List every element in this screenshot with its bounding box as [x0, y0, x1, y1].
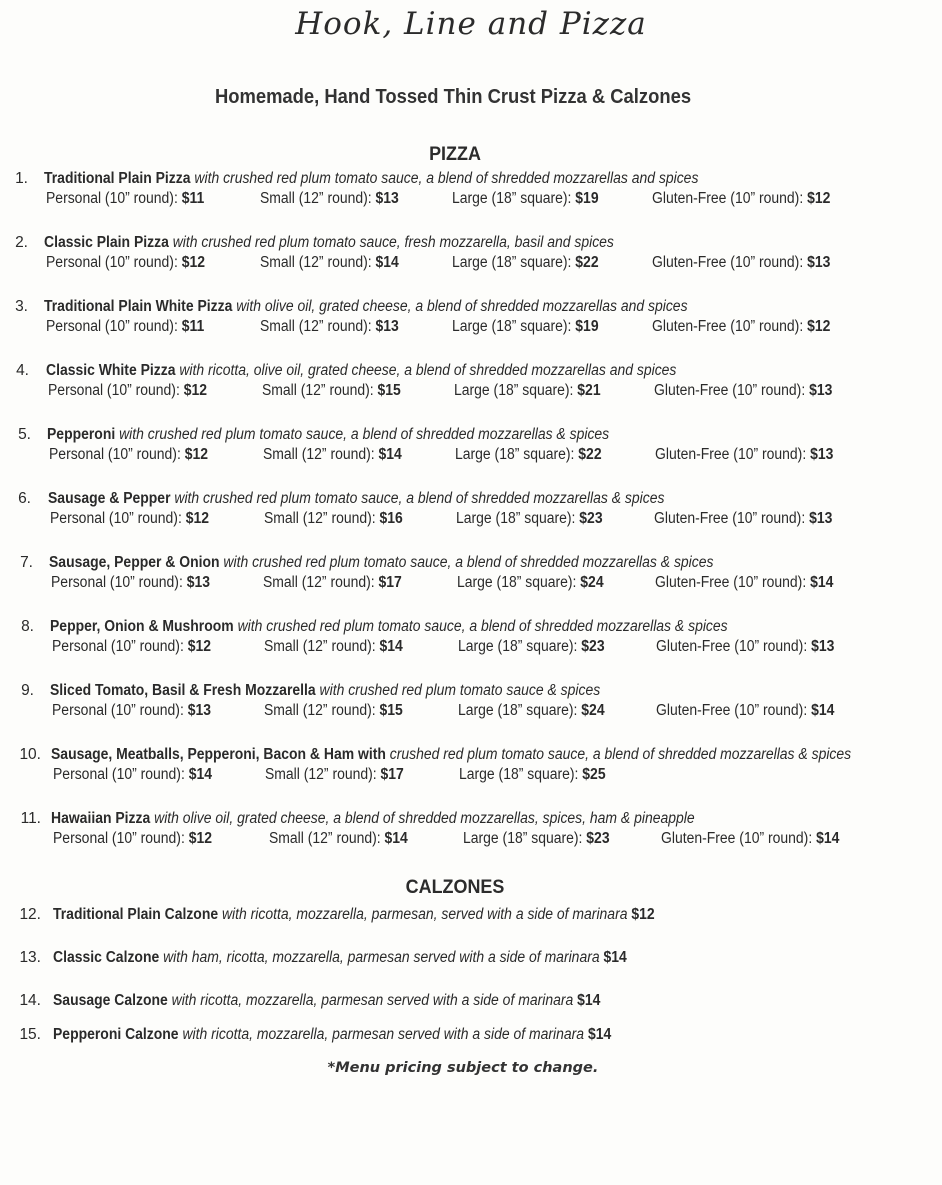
- price-amount: $11: [181, 190, 205, 207]
- item-desc: with ricotta, olive oil, grated cheese, a blend of shredded mozzarellas and spices: [175, 362, 677, 379]
- size-price: [265, 766, 404, 784]
- size-price: [454, 382, 601, 400]
- item-description-line: [53, 949, 627, 967]
- price-amount: $23: [581, 638, 605, 655]
- price-amount: $13: [375, 318, 399, 335]
- size-label: Personal (10” round):: [46, 190, 182, 207]
- size-label: Large (18” square):: [463, 830, 587, 847]
- price-amount: $14: [603, 949, 627, 966]
- item-desc: with olive oil, grated cheese, a blend of shredded mozzarellas and spices: [232, 298, 688, 315]
- item-name: Classic Calzone: [53, 949, 160, 966]
- pizza-title-line: [0, 746, 942, 766]
- size-label: Gluten-Free (10” round):: [661, 830, 817, 847]
- calzone-line: [0, 1026, 942, 1046]
- calzone-line: [0, 992, 942, 1012]
- price-amount: $13: [807, 254, 831, 271]
- size-label: Large (18” square):: [459, 766, 583, 783]
- item-desc: with crushed red plum tomato sauce, a blend of shredded mozzarellas & spices: [233, 618, 728, 635]
- size-price: [456, 510, 603, 528]
- item-name: Traditional Plain Pizza: [44, 170, 191, 187]
- item-name: Classic White Pizza: [46, 362, 176, 379]
- size-price: [52, 638, 211, 656]
- price-amount: $22: [575, 254, 599, 271]
- pizza-title-line: [0, 618, 942, 638]
- size-price: [655, 574, 833, 592]
- item-number: 12.: [19, 906, 41, 923]
- price-amount: $13: [809, 510, 833, 527]
- price-amount: $12: [188, 830, 212, 847]
- price-amount: $13: [375, 190, 399, 207]
- price-amount: $12: [807, 190, 831, 207]
- item-description-line: [46, 362, 676, 380]
- pizza-item: [0, 298, 942, 340]
- item-description-line: [53, 1026, 611, 1044]
- pizza-item: [0, 234, 942, 276]
- size-label: Small (12” round):: [260, 254, 376, 271]
- price-amount: $12: [807, 318, 831, 335]
- calzone-line: [0, 949, 942, 969]
- size-label: Personal (10” round):: [49, 446, 185, 463]
- size-price: [661, 830, 839, 848]
- price-amount: $16: [379, 510, 403, 527]
- size-label: Gluten-Free (10” round):: [656, 638, 812, 655]
- pizza-title-line: [0, 362, 942, 382]
- price-row: [0, 382, 942, 404]
- size-price: [48, 382, 207, 400]
- price-row: [0, 318, 942, 340]
- size-price: [50, 510, 209, 528]
- size-price: [264, 510, 403, 528]
- size-price: [457, 574, 604, 592]
- size-price: [52, 702, 211, 720]
- size-label: Large (18” square):: [452, 318, 576, 335]
- price-amount: $14: [188, 766, 212, 783]
- size-label: Personal (10” round):: [46, 254, 182, 271]
- size-label: Personal (10” round):: [46, 318, 182, 335]
- pizza-title-line: [0, 170, 942, 190]
- item-name: Pepper, Onion & Mushroom: [50, 618, 234, 635]
- price-amount: $15: [377, 382, 401, 399]
- size-label: Gluten-Free (10” round):: [656, 702, 812, 719]
- item-number: 15.: [19, 1026, 41, 1043]
- item-desc: with crushed red plum tomato sauce, a blend of shredded mozzarellas & spices: [115, 426, 610, 443]
- size-label: Small (12” round):: [263, 574, 379, 591]
- size-label: Small (12” round):: [264, 510, 380, 527]
- item-desc: with crushed red plum tomato sauce, a blend of shredded mozzarellas and spices: [190, 170, 699, 187]
- price-amount: $12: [183, 382, 207, 399]
- size-label: Personal (10” round):: [50, 510, 186, 527]
- pizza-item: [0, 490, 942, 532]
- item-name: Sausage Calzone: [53, 992, 168, 1009]
- item-number: 2.: [15, 234, 28, 251]
- price-amount: $24: [581, 702, 605, 719]
- price-row: [0, 574, 942, 596]
- price-amount: $13: [186, 574, 210, 591]
- size-label: Small (12” round):: [262, 382, 378, 399]
- size-price: [263, 574, 402, 592]
- size-label: Small (12” round):: [260, 190, 376, 207]
- size-label: Large (18” square):: [455, 446, 579, 463]
- price-amount: $17: [378, 574, 402, 591]
- price-amount: $21: [577, 382, 601, 399]
- item-desc: with crushed red plum tomato sauce, a blend of shredded mozzarellas & spices: [219, 554, 714, 571]
- price-amount: $13: [187, 702, 211, 719]
- item-desc: with crushed red plum tomato sauce, fresh mozzarella, basil and spices: [168, 234, 614, 251]
- item-number: 3.: [15, 298, 28, 315]
- price-amount: $25: [582, 766, 606, 783]
- price-amount: $12: [185, 510, 209, 527]
- price-row: [0, 638, 942, 660]
- price-amount: $14: [378, 446, 402, 463]
- item-desc: with ricotta, mozzarella, parmesan served with a side of marinara: [167, 992, 578, 1009]
- item-description-line: [50, 618, 728, 636]
- calzone-line: [0, 906, 942, 926]
- size-price: [46, 190, 204, 208]
- item-description-line: [44, 170, 698, 188]
- calzone-item: [0, 949, 942, 969]
- price-row: [0, 254, 942, 276]
- size-price: [452, 318, 599, 336]
- price-amount: $19: [575, 190, 599, 207]
- size-price: [652, 254, 830, 272]
- item-name: Hawaiian Pizza: [51, 810, 151, 827]
- pizza-title-line: [0, 810, 942, 830]
- size-label: Large (18” square):: [458, 702, 582, 719]
- item-description-line: [53, 992, 600, 1010]
- price-amount: $23: [579, 510, 603, 527]
- pizza-title-line: [0, 490, 942, 510]
- size-label: Personal (10” round):: [51, 574, 187, 591]
- size-price: [656, 638, 834, 656]
- size-label: Personal (10” round):: [52, 702, 188, 719]
- size-label: Large (18” square):: [458, 638, 582, 655]
- item-desc: with ricotta, mozzarella, parmesan, served with a side of marinara: [218, 906, 632, 923]
- size-label: Gluten-Free (10” round):: [655, 574, 811, 591]
- size-price: [262, 382, 401, 400]
- size-price: [652, 318, 830, 336]
- size-price: [654, 510, 832, 528]
- pizza-title-line: [0, 426, 942, 446]
- size-price: [264, 638, 403, 656]
- size-price: [53, 766, 212, 784]
- item-description-line: [51, 810, 695, 828]
- size-label: Small (12” round):: [260, 318, 376, 335]
- size-price: [46, 254, 205, 272]
- size-price: [46, 318, 204, 336]
- price-amount: $12: [631, 906, 655, 923]
- price-amount: $14: [375, 254, 399, 271]
- size-price: [260, 318, 399, 336]
- item-number: 9.: [21, 682, 34, 699]
- pizza-item: [0, 810, 942, 852]
- item-description-line: [50, 682, 600, 700]
- price-amount: $12: [184, 446, 208, 463]
- pizza-title-line: [0, 298, 942, 318]
- pizza-title-line: [0, 554, 942, 574]
- price-amount: $14: [384, 830, 408, 847]
- item-number: 13.: [19, 949, 41, 966]
- size-label: Large (18” square):: [454, 382, 578, 399]
- pizza-item: [0, 170, 942, 212]
- item-name: Sausage, Meatballs, Pepperoni, Bacon & Ham with: [51, 746, 386, 763]
- pizza-item: [0, 362, 942, 404]
- price-amount: $13: [809, 382, 833, 399]
- size-label: Large (18” square):: [456, 510, 580, 527]
- menu-title: Hook, Line and Pizza: [295, 6, 647, 42]
- item-description-line: [53, 906, 655, 924]
- size-price: [652, 190, 830, 208]
- price-amount: $12: [181, 254, 205, 271]
- price-amount: $22: [578, 446, 602, 463]
- item-desc: with ricotta, mozzarella, parmesan served with a side of marinara: [178, 1026, 588, 1043]
- pizza-item: [0, 618, 942, 660]
- price-amount: $23: [586, 830, 610, 847]
- pizza-item: [0, 426, 942, 468]
- item-number: 8.: [21, 618, 34, 635]
- size-price: [459, 766, 606, 784]
- price-amount: $19: [575, 318, 599, 335]
- pizza-heading: PIZZA: [429, 143, 481, 165]
- price-amount: $14: [587, 1026, 612, 1043]
- item-number: 14.: [19, 992, 41, 1009]
- pizza-title-line: [0, 682, 942, 702]
- calzone-item: [0, 906, 942, 926]
- price-amount: $15: [379, 702, 403, 719]
- menu-subtitle: Homemade, Hand Tossed Thin Crust Pizza & Calzones: [214, 86, 692, 108]
- price-amount: $17: [380, 766, 404, 783]
- size-price: [463, 830, 610, 848]
- size-label: Large (18” square):: [457, 574, 581, 591]
- price-amount: $14: [811, 702, 835, 719]
- item-desc: crushed red plum tomato sauce, a blend of shredded mozzarellas & spices: [385, 746, 852, 763]
- pizza-item: [0, 682, 942, 724]
- price-amount: $14: [810, 574, 834, 591]
- item-description-line: [47, 426, 609, 444]
- size-price: [452, 190, 599, 208]
- price-amount: $14: [577, 992, 601, 1009]
- size-price: [654, 382, 832, 400]
- item-desc: with crushed red plum tomato sauce, a blend of shredded mozzarellas & spices: [170, 490, 665, 507]
- item-number: 4.: [16, 362, 29, 379]
- size-label: Gluten-Free (10” round):: [654, 382, 810, 399]
- item-name: Sausage, Pepper & Onion: [49, 554, 220, 571]
- size-label: Small (12” round):: [265, 766, 381, 783]
- size-label: Small (12” round):: [269, 830, 385, 847]
- size-label: Personal (10” round):: [53, 766, 189, 783]
- item-description-line: [44, 298, 688, 316]
- item-description-line: [51, 746, 851, 764]
- price-amount: $12: [187, 638, 211, 655]
- pizza-item: [0, 746, 942, 788]
- size-price: [49, 446, 208, 464]
- size-price: [452, 254, 599, 272]
- price-amount: $14: [379, 638, 403, 655]
- price-row: [0, 830, 942, 852]
- size-label: Gluten-Free (10” round):: [654, 510, 810, 527]
- item-number: 7.: [20, 554, 33, 571]
- size-label: Small (12” round):: [264, 638, 380, 655]
- size-price: [455, 446, 602, 464]
- item-name: Traditional Plain Calzone: [53, 906, 219, 923]
- item-description-line: [49, 554, 713, 572]
- size-label: Gluten-Free (10” round):: [652, 318, 808, 335]
- calzone-item: [0, 992, 942, 1012]
- item-name: Pepperoni: [47, 426, 116, 443]
- pricing-footnote: *Menu pricing subject to change.: [327, 1060, 599, 1076]
- size-label: Large (18” square):: [452, 254, 576, 271]
- item-number: 11.: [20, 810, 41, 827]
- item-number: 5.: [18, 426, 31, 443]
- item-name: Sliced Tomato, Basil & Fresh Mozzarella: [50, 682, 316, 699]
- price-amount: $11: [181, 318, 205, 335]
- price-amount: $13: [810, 446, 834, 463]
- item-description-line: [44, 234, 614, 252]
- size-price: [53, 830, 212, 848]
- item-name: Classic Plain Pizza: [44, 234, 169, 251]
- price-row: [0, 766, 942, 788]
- price-row: [0, 702, 942, 724]
- size-label: Personal (10” round):: [53, 830, 189, 847]
- size-price: [263, 446, 402, 464]
- size-label: Gluten-Free (10” round):: [655, 446, 811, 463]
- item-description-line: [48, 490, 664, 508]
- calzone-item: [0, 1026, 942, 1046]
- price-row: [0, 510, 942, 532]
- size-price: [458, 638, 605, 656]
- size-label: Gluten-Free (10” round):: [652, 190, 808, 207]
- price-row: [0, 446, 942, 468]
- price-amount: $13: [811, 638, 835, 655]
- item-name: Sausage & Pepper: [48, 490, 171, 507]
- pizza-item: [0, 554, 942, 596]
- price-row: [0, 190, 942, 212]
- size-price: [264, 702, 403, 720]
- item-name: Pepperoni Calzone: [53, 1026, 179, 1043]
- size-price: [656, 702, 834, 720]
- item-number: 6.: [18, 490, 31, 507]
- size-label: Gluten-Free (10” round):: [652, 254, 808, 271]
- price-amount: $24: [580, 574, 604, 591]
- calzone-heading: CALZONES: [405, 876, 505, 898]
- pizza-title-line: [0, 234, 942, 254]
- size-label: Large (18” square):: [452, 190, 576, 207]
- item-number: 10.: [19, 746, 41, 763]
- size-label: Small (12” round):: [263, 446, 379, 463]
- size-label: Small (12” round):: [264, 702, 380, 719]
- size-label: Personal (10” round):: [52, 638, 188, 655]
- item-name: Traditional Plain White Pizza: [44, 298, 233, 315]
- price-amount: $14: [816, 830, 840, 847]
- size-price: [655, 446, 833, 464]
- item-desc: with olive oil, grated cheese, a blend of shredded mozzarellas, spices, ham & pineapple: [150, 810, 695, 827]
- item-number: 1.: [15, 170, 28, 187]
- size-price: [269, 830, 408, 848]
- item-desc: with ham, ricotta, mozzarella, parmesan served with a side of marinara: [159, 949, 604, 966]
- size-price: [458, 702, 605, 720]
- item-desc: with crushed red plum tomato sauce & spices: [315, 682, 601, 699]
- size-price: [260, 190, 399, 208]
- size-price: [51, 574, 210, 592]
- size-price: [260, 254, 399, 272]
- size-label: Personal (10” round):: [48, 382, 184, 399]
